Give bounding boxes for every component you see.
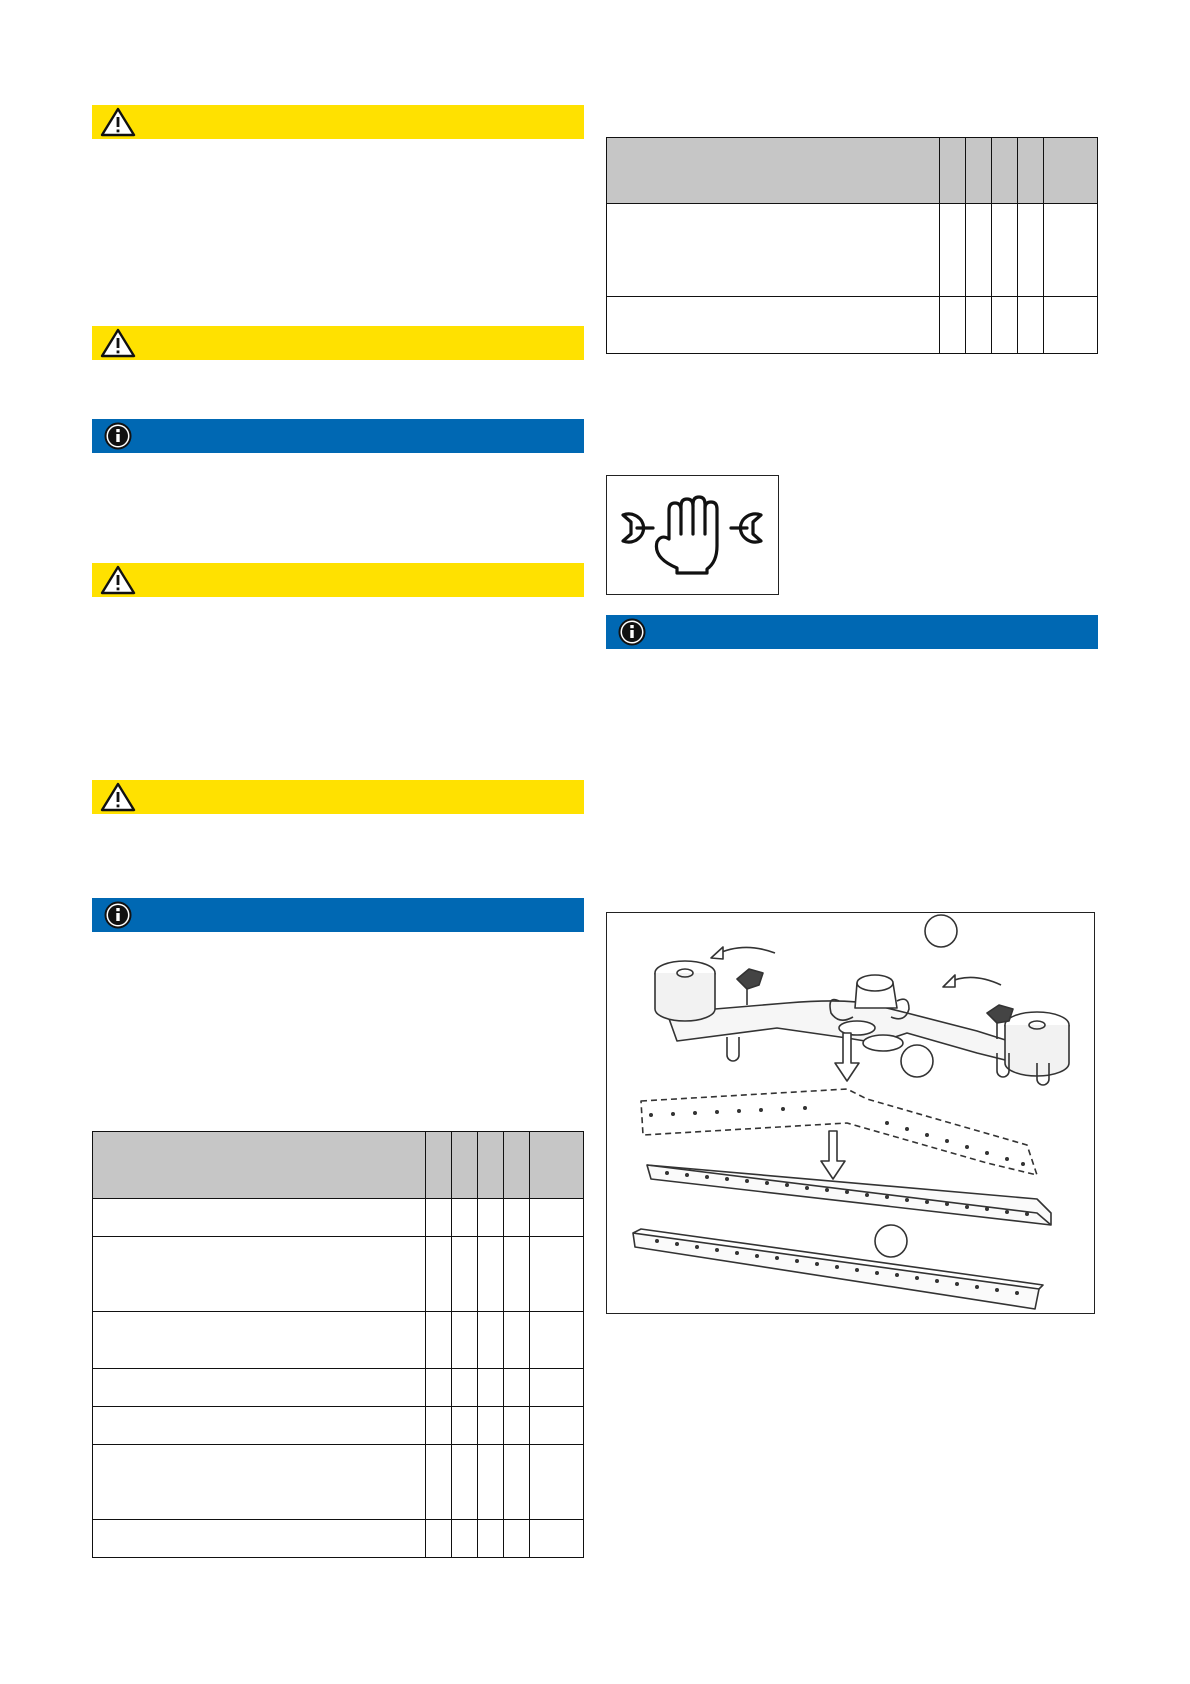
warning-triangle-icon [98, 564, 138, 596]
table-header-row [607, 138, 1098, 204]
squeegee-diagram [606, 912, 1095, 1314]
info-circle-icon [612, 616, 652, 648]
warning-triangle-icon [98, 781, 138, 813]
table-row [93, 1520, 584, 1558]
table-row [93, 1445, 584, 1520]
table-row [607, 297, 1098, 354]
squeegee-blade-replacement-illustration [607, 913, 1093, 1312]
step-marker-1 [925, 915, 957, 947]
table-row [93, 1369, 584, 1407]
info-banner-2 [92, 898, 584, 932]
step-marker-2 [901, 1045, 933, 1077]
table-row [607, 204, 1098, 297]
maintenance-table-left [92, 1131, 584, 1558]
info-circle-icon [98, 899, 138, 931]
warning-banner-3 [92, 563, 584, 597]
warning-banner-2 [92, 326, 584, 360]
warning-banner-4 [92, 780, 584, 814]
info-banner-3 [606, 615, 1098, 649]
info-banner-1 [92, 419, 584, 453]
maintenance-table-right [606, 137, 1098, 354]
table-row [93, 1407, 584, 1445]
warning-triangle-icon [98, 327, 138, 359]
maintenance-pictogram [606, 475, 779, 595]
table-row [93, 1312, 584, 1369]
wrench-hand-wrench-icon [607, 476, 777, 593]
table-row [93, 1199, 584, 1237]
warning-triangle-icon [98, 106, 138, 138]
warning-banner-1 [92, 105, 584, 139]
table-header-row [93, 1132, 584, 1199]
info-circle-icon [98, 420, 138, 452]
table-row [93, 1237, 584, 1312]
step-marker-3 [875, 1225, 907, 1257]
